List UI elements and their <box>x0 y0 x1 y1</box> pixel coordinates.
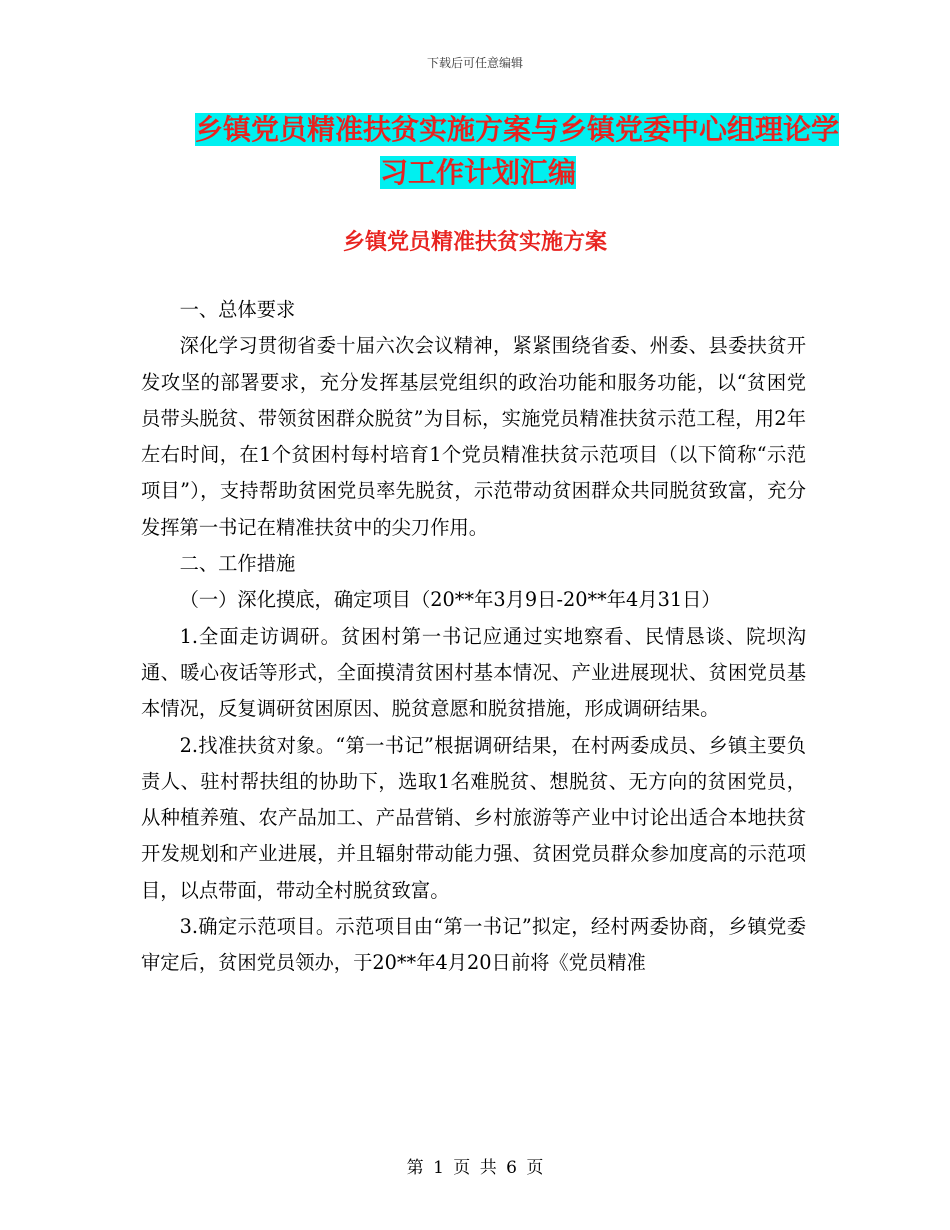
title-highlight-2: 习工作计划汇编 <box>380 156 577 189</box>
heading-general-requirements: 一、总体要求 <box>179 298 296 321</box>
page-footer: 第 1 页 共 6 页 <box>406 1158 544 1178</box>
document-body <box>141 292 806 982</box>
document-title <box>140 108 840 194</box>
document-title-line-2 <box>140 151 840 194</box>
section-title: 乡镇党员精准扶贫实施方案 <box>342 230 607 255</box>
title-highlight-1: 乡镇党员精准扶贫实施方案与乡镇党委中心组理论学 <box>195 113 840 146</box>
page-header-note: 下载后可任意编辑 <box>426 56 523 70</box>
heading-work-measures: 二、工作措施 <box>179 552 296 576</box>
paragraph-item-1: 1.全面走访调研。贫困村第一书记应通过实地察看、民情恳谈、院坝沟通、暖心夜话等形式，全面摸清贫困村基本情况、产业进展现状、贫困党员基本情况，反复调研贫困原因、脱贫意愿和脱贫措施，形成调研结果。 <box>141 624 806 721</box>
subheading-step-one: （一）深化摸底，确定项目（20**年3月9日-20**年4月31日） <box>179 588 721 612</box>
paragraph-item-3: 3.确定示范项目。示范项目由“第一书记”拟定，经村两委协商，乡镇党委审定后，贫困党员领办，于20**年4月20日前将《党员精准 <box>141 915 806 975</box>
paragraph-general-requirements: 深化学习贯彻省委十届六次会议精神，紧紧围绕省委、州委、县委扶贫开发攻坚的部署要求，充分发挥基层党组织的政治功能和服务功能，以“贫困党员带头脱贫、带领贫困群众脱贫”为目标，实施党员精准扶贫示范工程，用2年左右时间，在1个贫困村每村培育1个党员精准扶贫示范项目（以下简称“示范项目”），支持帮助贫困党员率先脱贫，示范带动贫困群众共同脱贫致富，充分发挥第一书记在精准扶贫中的尖刀作用。 <box>141 334 806 539</box>
paragraph-item-2: 2.找准扶贫对象。“第一书记”根据调研结果，在村两委成员、乡镇主要负责人、驻村帮扶组的协助下，选取1名难脱贫、想脱贫、无方向的贫困党员，从种植养殖、农产品加工、产品营销、乡村旅游等产业中讨论出适合本地扶贫开发规划和产业进展，并且辐射带动能力强、贫困党员群众参加度高的示范项目，以点带面，带动全村脱贫致富。 <box>141 733 806 902</box>
document-title-line-1 <box>140 108 840 151</box>
